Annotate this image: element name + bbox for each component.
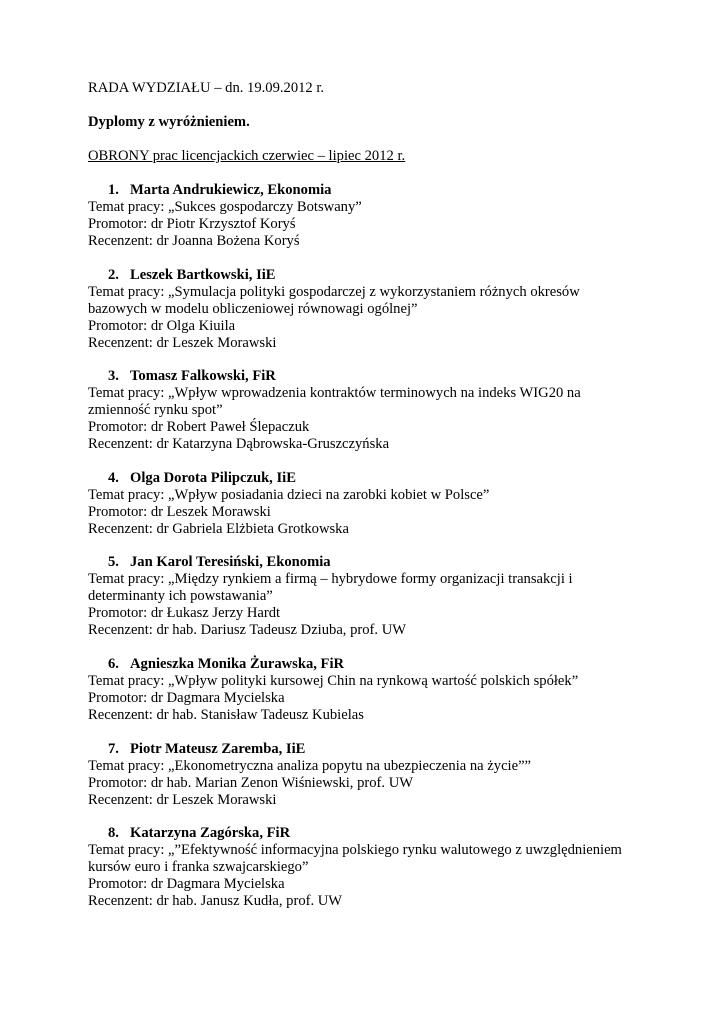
entry-name: Tomasz Falkowski, FiR	[130, 368, 276, 385]
entry-promotor: Promotor: dr Piotr Krzysztof Koryś	[88, 216, 296, 232]
entry-topic-line: zmienność rynku spot”	[88, 402, 223, 419]
entry-topic-line: Temat pracy: „Ekonometryczna analiza popytu na ubezpieczenia na życie””	[88, 757, 532, 774]
list-item	[88, 825, 688, 910]
document-page	[88, 80, 688, 927]
list-item	[88, 470, 688, 538]
list-item	[88, 741, 688, 809]
entry-topic-line: kursów euro i franka szwajcarskiego”	[88, 859, 309, 876]
entry-number: 1.	[108, 182, 119, 198]
entry-title	[88, 267, 688, 284]
entry-title	[88, 825, 688, 842]
entry-reviewer: Recenzent: dr Katarzyna Dąbrowska-Gruszczyńska	[88, 436, 390, 453]
document-subtitle: Dyplomy z wyróżnieniem.	[88, 114, 250, 130]
entry-promotor: Promotor: dr hab. Marian Zenon Wiśniewski, prof. UW	[88, 774, 414, 791]
entry-number: 4.	[108, 469, 119, 486]
entry-number: 3.	[108, 368, 119, 385]
entry-reviewer: Recenzent: dr Gabriela Elżbieta Grotkowska	[88, 520, 349, 537]
entry-reviewer: Recenzent: dr hab. Janusz Kudła, prof. UW	[88, 893, 343, 910]
entry-topic-line: Temat pracy: „Wpływ posiadania dzieci na zarobki kobiet w Polsce”	[88, 486, 490, 503]
entry-number: 8.	[108, 825, 119, 842]
list-item	[88, 656, 688, 724]
entry-name: Leszek Bartkowski, IiE	[130, 266, 276, 283]
entry-promotor: Promotor: dr Łukasz Jerzy Hardt	[88, 605, 281, 622]
list-item	[88, 368, 688, 453]
entry-name: Katarzyna Zagórska, FiR	[130, 825, 291, 842]
entry-topic-line: Temat pracy: „Wpływ wprowadzenia kontraktów terminowych na indeks WIG20 na	[88, 385, 581, 402]
entry-promotor: Promotor: dr Dagmara Mycielska	[88, 689, 285, 706]
entry-number: 2.	[108, 266, 119, 283]
entry-title	[88, 368, 688, 385]
entry-topic-line: Temat pracy: „”Efektywność informacyjna polskiego rynku walutowego z uwzględnieniem	[88, 842, 622, 859]
entry-name: Piotr Mateusz Zaremba, IiE	[130, 740, 306, 757]
entry-name: Olga Dorota Pilipczuk, IiE	[130, 469, 296, 486]
entry-reviewer: Recenzent: dr hab. Stanisław Tadeusz Kubielas	[88, 706, 364, 723]
entry-promotor: Promotor: dr Dagmara Mycielska	[88, 876, 285, 893]
entry-name: Agnieszka Monika Żurawska, FiR	[130, 655, 345, 672]
entries-list	[88, 182, 688, 910]
entry-promotor: Promotor: dr Olga Kiuila	[88, 317, 236, 334]
entry-reviewer: Recenzent: dr Leszek Morawski	[88, 334, 277, 351]
council-line: RADA WYDZIAŁU – dn. 19.09.2012 r.	[88, 80, 325, 96]
entry-number: 6.	[108, 655, 119, 672]
entry-name: Marta Andrukiewicz, Ekonomia	[130, 182, 332, 198]
list-item	[88, 182, 688, 250]
entry-promotor: Promotor: dr Leszek Morawski	[88, 503, 271, 520]
entry-reviewer: Recenzent: dr Joanna Bożena Koryś	[88, 233, 300, 249]
entry-number: 7.	[108, 740, 119, 757]
entry-reviewer: Recenzent: dr hab. Dariusz Tadeusz Dziuba, prof. UW	[88, 622, 407, 639]
entry-topic-line: Temat pracy: „Wpływ polityki kursowej Chin na rynkową wartość polskich spółek”	[88, 672, 579, 689]
entry-title	[88, 182, 688, 199]
entry-number: 5.	[108, 554, 119, 571]
entry-title	[88, 470, 688, 487]
entry-topic-line: Temat pracy: „Sukces gospodarczy Botswany”	[88, 199, 362, 215]
entry-topic-line: bazowych w modelu obliczeniowej równowagi ogólnej”	[88, 300, 418, 317]
entry-name: Jan Karol Teresiński, Ekonomia	[130, 554, 331, 571]
entry-topic-line: Temat pracy: „Symulacja polityki gospodarczej z wykorzystaniem różnych okresów	[88, 283, 580, 300]
entry-promotor: Promotor: dr Robert Paweł Ślepaczuk	[88, 419, 310, 436]
list-item	[88, 267, 688, 352]
entry-title	[88, 656, 688, 673]
entry-title	[88, 554, 688, 571]
section-title: OBRONY prac licencjackich czerwiec – lipiec 2012 r.	[88, 148, 406, 164]
entry-topic-line: Temat pracy: „Między rynkiem a firmą – hybrydowe formy organizacji transakcji i	[88, 571, 573, 588]
entry-reviewer: Recenzent: dr Leszek Morawski	[88, 791, 277, 808]
entry-topic-line: determinanty ich powstawania”	[88, 588, 273, 605]
entry-title	[88, 741, 688, 758]
list-item	[88, 554, 688, 639]
